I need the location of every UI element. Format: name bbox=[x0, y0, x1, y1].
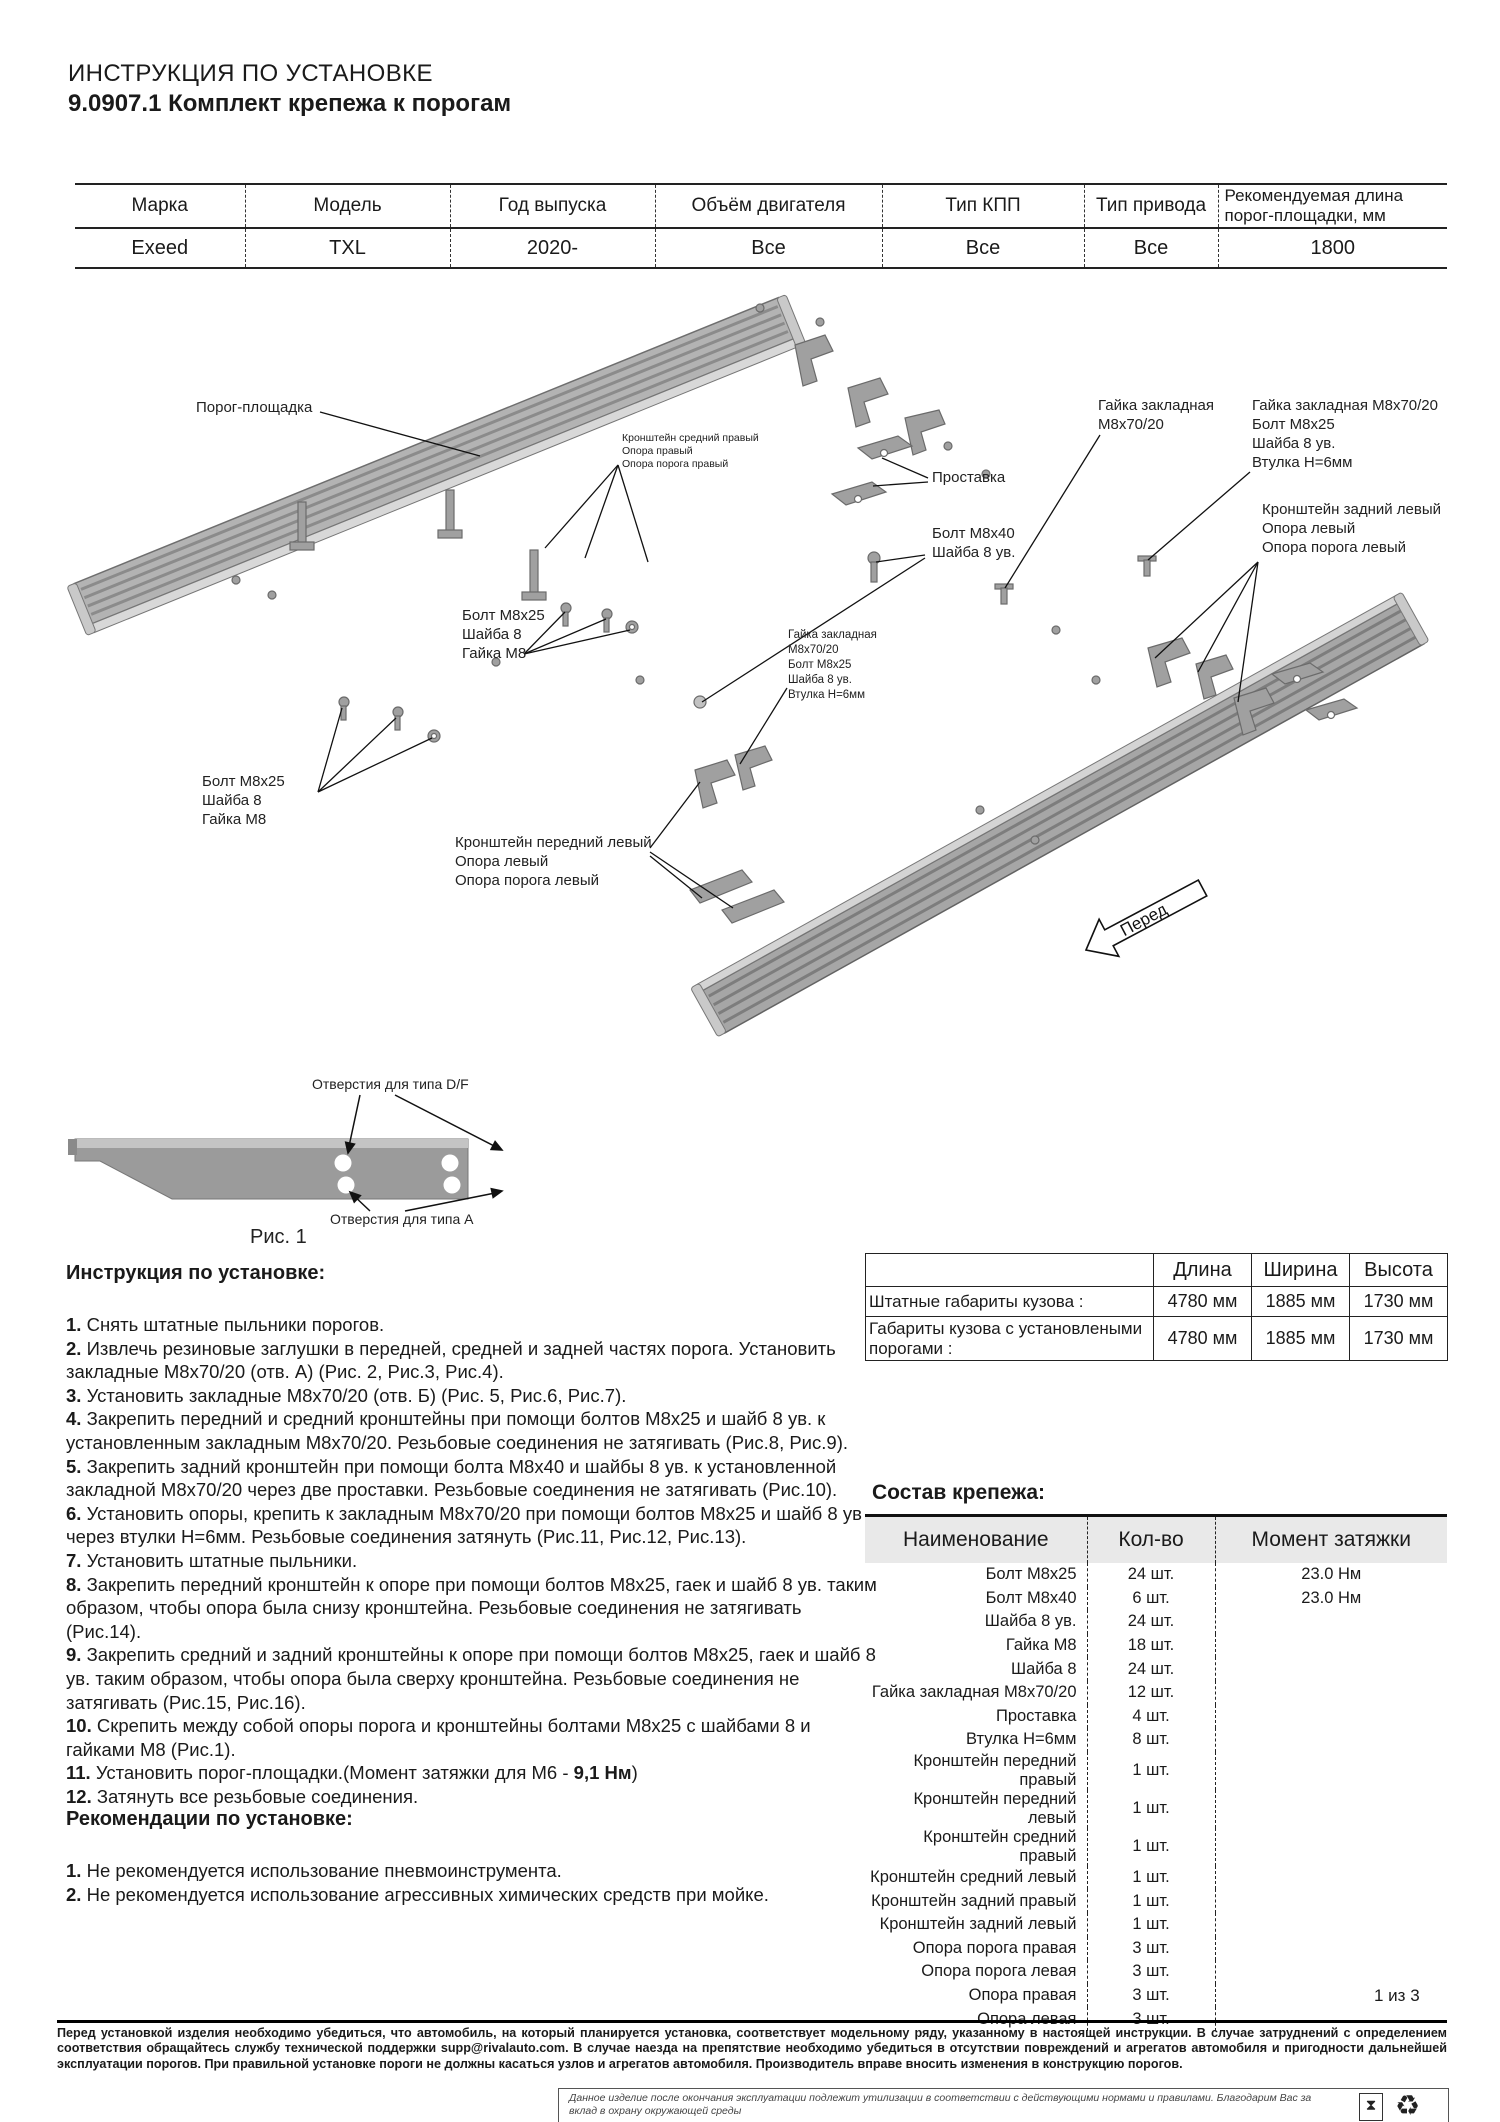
front-direction-label: Перед bbox=[1117, 899, 1171, 941]
part-row: Болт M8x40 6 шт. 23.0 Нм bbox=[865, 1587, 1447, 1611]
disposal-notice-text: Данное изделие после окончания эксплуатации подлежит утилизации в соответствии с действующими нормами и правилами. Благодарим Вас за вклад в охрану окружающей среды bbox=[569, 2092, 1312, 2117]
part-row: Гайка M8 18 шт. bbox=[865, 1634, 1447, 1658]
part-row: Шайба 8 24 шт. bbox=[865, 1657, 1447, 1681]
col-marka: Марка bbox=[131, 195, 188, 216]
bracket bbox=[735, 746, 772, 790]
step-1: 1. Снять штатные пыльники порогов. bbox=[66, 1314, 385, 1335]
col-gearbox: Тип КПП bbox=[882, 184, 1084, 228]
value-engine: Все bbox=[655, 228, 882, 268]
part-row: Кронштейн средний правый 1 шт. bbox=[865, 1828, 1447, 1866]
bolt bbox=[393, 707, 403, 730]
bracket bbox=[795, 335, 833, 386]
step-7: 7. Установить штатные пыльники. bbox=[66, 1549, 358, 1571]
part-row: Опора порога левая 3 шт. bbox=[865, 1960, 1447, 1984]
support-post bbox=[522, 550, 546, 600]
footer-divider bbox=[57, 2020, 1447, 2023]
value-gearbox: Все bbox=[882, 228, 1084, 268]
hole-df-right bbox=[442, 1155, 459, 1172]
step-10: 10. Скрепить между собой опоры порога и кронштейны болтами М8х25 с шайбами 8 и гайками М8 (Рис.1). bbox=[66, 1715, 811, 1760]
step-8: 8. Закрепить передний кронштейн к опоре при помощи болтов М8х25, гаек и шайб 8 ув. таким образом, чтобы опора была снизу кронштейна. Резьбовые соединения не затягивать (Рис.14). bbox=[66, 1573, 877, 1642]
part-row: Кронштейн задний правый 1 шт. bbox=[865, 1889, 1447, 1913]
recommendation-2: 2. Не рекомендуется использование агрессивных химических средств при мойке. bbox=[66, 1884, 769, 1906]
col-part-qty: Кол-во bbox=[1087, 1516, 1215, 1564]
step-12: 12. Затянуть все резьбовые соединения. bbox=[66, 1785, 419, 1807]
nut bbox=[428, 730, 440, 742]
col-part-name: Наименование bbox=[865, 1516, 1087, 1564]
dimensions-row-stock: Штатные габариты кузова : 4780 мм 1885 мм 1730 мм bbox=[866, 1287, 1448, 1317]
step-11: 11. Установить порог-площадки.(Момент затяжки для М6 - 9,1 Нм) bbox=[66, 1762, 638, 1784]
nut bbox=[626, 621, 638, 633]
fig1-bracket-drawing bbox=[60, 1075, 580, 1255]
front-direction-arrow bbox=[1076, 869, 1212, 968]
bracket bbox=[695, 760, 735, 808]
label-embedded-nut-center: Гайка закладная M8x70/20 Болт M8x25 Шайба 8 ув. Втулка H=6мм bbox=[788, 629, 877, 701]
col-drive: Тип привода bbox=[1084, 184, 1218, 228]
col-engine: Объём двигателя bbox=[655, 184, 882, 228]
recommendations-heading: Рекомендации по установке: bbox=[66, 1808, 353, 1831]
part-row: Опора порога правая 3 шт. bbox=[865, 1937, 1447, 1961]
page-number: 1 из 3 bbox=[1374, 1986, 1420, 2005]
support-bar bbox=[690, 870, 752, 903]
part-row: Опора левая 3 шт. bbox=[865, 2007, 1447, 2031]
document-title: ИНСТРУКЦИЯ ПО УСТАНОВКЕ bbox=[68, 60, 433, 87]
col-year: Год выпуска bbox=[450, 184, 655, 228]
hole-df-left bbox=[335, 1155, 352, 1172]
hole-a-right bbox=[444, 1177, 461, 1194]
dimensions-empty-cell bbox=[866, 1254, 1154, 1287]
parts-header-row bbox=[865, 1516, 1447, 1564]
part-row: Опора правая 3 шт. bbox=[865, 1984, 1447, 2008]
recommendation-1: 1. Не рекомендуется использование пневмоинструмента. bbox=[66, 1860, 562, 1882]
fig1-label-holes-a: Отверстия для типа A bbox=[330, 1211, 474, 1227]
hourglass-icon: ⧗ bbox=[1359, 2093, 1383, 2121]
bolt bbox=[339, 697, 349, 720]
part-row: Кронштейн средний левый 1 шт. bbox=[865, 1866, 1447, 1890]
value-year: 2020- bbox=[450, 228, 655, 268]
part-row: Шайба 8 ув. 24 шт. bbox=[865, 1610, 1447, 1634]
step-9: 9. Закрепить средний и задний кронштейны к опоре при помощи болтов М8х25, гаек и шайб 8 ув. таким образом, чтобы опора была сверху кронштейна. Резьбовые соединения не затягивать (Рис.15, Рис.16). bbox=[66, 1644, 876, 1713]
label-embedded-nut: Гайка закладная M8x70/20 bbox=[1098, 397, 1214, 433]
step-6: 6. Установить опоры, крепить к закладным М8х70/20 при помощи болтов М8х25 и шайб 8 ув через втулки Н=6мм. Резьбовые соединения затянуть (Рис.11, Рис.12, Рис.13). bbox=[66, 1502, 862, 1548]
part-row: Проставка 4 шт. bbox=[865, 1705, 1447, 1729]
body-dimensions-table bbox=[865, 1253, 1448, 1361]
recycle-icon: ♻ bbox=[1395, 2090, 1421, 2121]
document-subtitle: 9.0907.1 Комплект крепежа к порогам bbox=[68, 90, 512, 117]
col-height: Высота bbox=[1350, 1254, 1448, 1287]
spacer-plate bbox=[858, 436, 912, 459]
instructions-heading: Инструкция по установке: bbox=[66, 1262, 326, 1284]
fig1-caption: Рис. 1 bbox=[250, 1226, 307, 1248]
col-length: Длина bbox=[1154, 1254, 1252, 1287]
bracket bbox=[848, 378, 888, 427]
label-bracket-middle-right: Кронштейн средний правый Опора правый Опора порога правый bbox=[622, 432, 759, 470]
col-board-length: Рекомендуемая длина порог-площадки, мм bbox=[1218, 184, 1447, 228]
vehicle-table-header-row bbox=[75, 184, 1447, 228]
hole-a-left bbox=[338, 1177, 355, 1194]
col-model: Модель bbox=[245, 184, 450, 228]
parts-list-table bbox=[865, 1514, 1447, 2031]
step-2: 2. Извлечь резиновые заглушки в передней, средней и задней частях порога. Установить закладные М8х70/20 (отв. А) (Рис. 2, Рис.3, Рис.4). bbox=[66, 1337, 836, 1383]
part-row: Кронштейн задний левый 1 шт. bbox=[865, 1913, 1447, 1937]
value-board-length: 1800 bbox=[1218, 228, 1447, 268]
part-row: Болт M8x25 24 шт. 23.0 Нм bbox=[865, 1563, 1447, 1587]
value-drive: Все bbox=[1084, 228, 1218, 268]
footer-warning-text: Перед установкой изделия необходимо убедиться, что автомобиль, на который планируется установка, соответствует модельному ряду, указанному в настоящей инструкции. В случае затруднений с определением соответствия обращайтесь службу технической поддержки supp@rivalauto.com. В случае наезда на препятствие необходимо убедиться в отсутствии повреждений и агрегатов автомобиля и пригодности дальнейшей эксплуатации порогов. При правильной установке пороги не должны касаться узлов и агрегатов автомобиля. Производитель вправе вносить изменения в конструкцию порогов. bbox=[57, 2026, 1447, 2071]
part-row: Гайка закладная M8x70/20 12 шт. bbox=[865, 1681, 1447, 1705]
label-porog-ploschadka: Порог-площадка bbox=[196, 399, 313, 416]
label-bracket-front-left: Кронштейн передний левый Опора левый Опора порога левый bbox=[455, 834, 652, 889]
dimensions-row-with-boards: Габариты кузова с установлеными порогами : 4780 мм 1885 мм 1730 мм bbox=[866, 1317, 1448, 1361]
part-row: Кронштейн передний левый 1 шт. bbox=[865, 1790, 1447, 1828]
bolt bbox=[868, 552, 880, 582]
installation-instructions bbox=[66, 1262, 878, 1907]
part-row: Кронштейн передний правый 1 шт. bbox=[865, 1752, 1447, 1790]
step-4: 4. Закрепить передний и средний кронштейны при помощи болтов М8х25 и шайб 8 ув. к установленным закладным М8х70/20. Резьбовые соединения не затягивать (Рис.8, Рис.9). bbox=[66, 1408, 848, 1453]
label-bolt-set-1: Болт M8x25 Шайба 8 Гайка M8 bbox=[462, 607, 545, 662]
label-prostavka: Проставка bbox=[932, 469, 1006, 486]
step-3: 3. Установить закладные М8х70/20 (отв. Б) (Рис. 5, Рис.6, Рис.7). bbox=[66, 1384, 627, 1406]
parts-list-heading: Состав крепежа: bbox=[872, 1481, 1046, 1504]
label-bolt-m8x40: Болт M8x40 Шайба 8 ув. bbox=[932, 525, 1016, 561]
label-bolt-set-2: Болт M8x25 Шайба 8 Гайка M8 bbox=[202, 773, 285, 828]
washer bbox=[694, 696, 706, 708]
label-embedded-nut-bolt-set: Гайка закладная M8x70/20 Болт M8x25 Шайба 8 ув. Втулка H=6мм bbox=[1252, 397, 1438, 471]
dimensions-header-row bbox=[866, 1254, 1448, 1287]
col-part-torque: Момент затяжки bbox=[1215, 1516, 1447, 1564]
embedded-nut bbox=[995, 584, 1013, 604]
part-row: Втулка H=6мм 8 шт. bbox=[865, 1728, 1447, 1752]
support-post bbox=[438, 490, 462, 538]
label-bracket-rear-left: Кронштейн задний левый Опора левый Опора порога левый bbox=[1262, 501, 1442, 556]
value-marka: Exeed bbox=[131, 236, 189, 259]
embedded-nut bbox=[1138, 556, 1156, 576]
col-width: Ширина bbox=[1252, 1254, 1350, 1287]
fig1-label-holes-df: Отверстия для типа D/F bbox=[312, 1076, 469, 1092]
value-model: TXL bbox=[245, 228, 450, 268]
bracket bbox=[905, 410, 945, 455]
step-5: 5. Закрепить задний кронштейн при помощи болта М8х40 и шайбы 8 ув. к установленной закладной М8х70/20 через две проставки. Резьбовые соединения не затягивать (Рис.10). bbox=[66, 1455, 838, 1501]
disposal-notice-box bbox=[558, 2088, 1449, 2122]
exploded-diagram bbox=[0, 250, 1500, 1090]
